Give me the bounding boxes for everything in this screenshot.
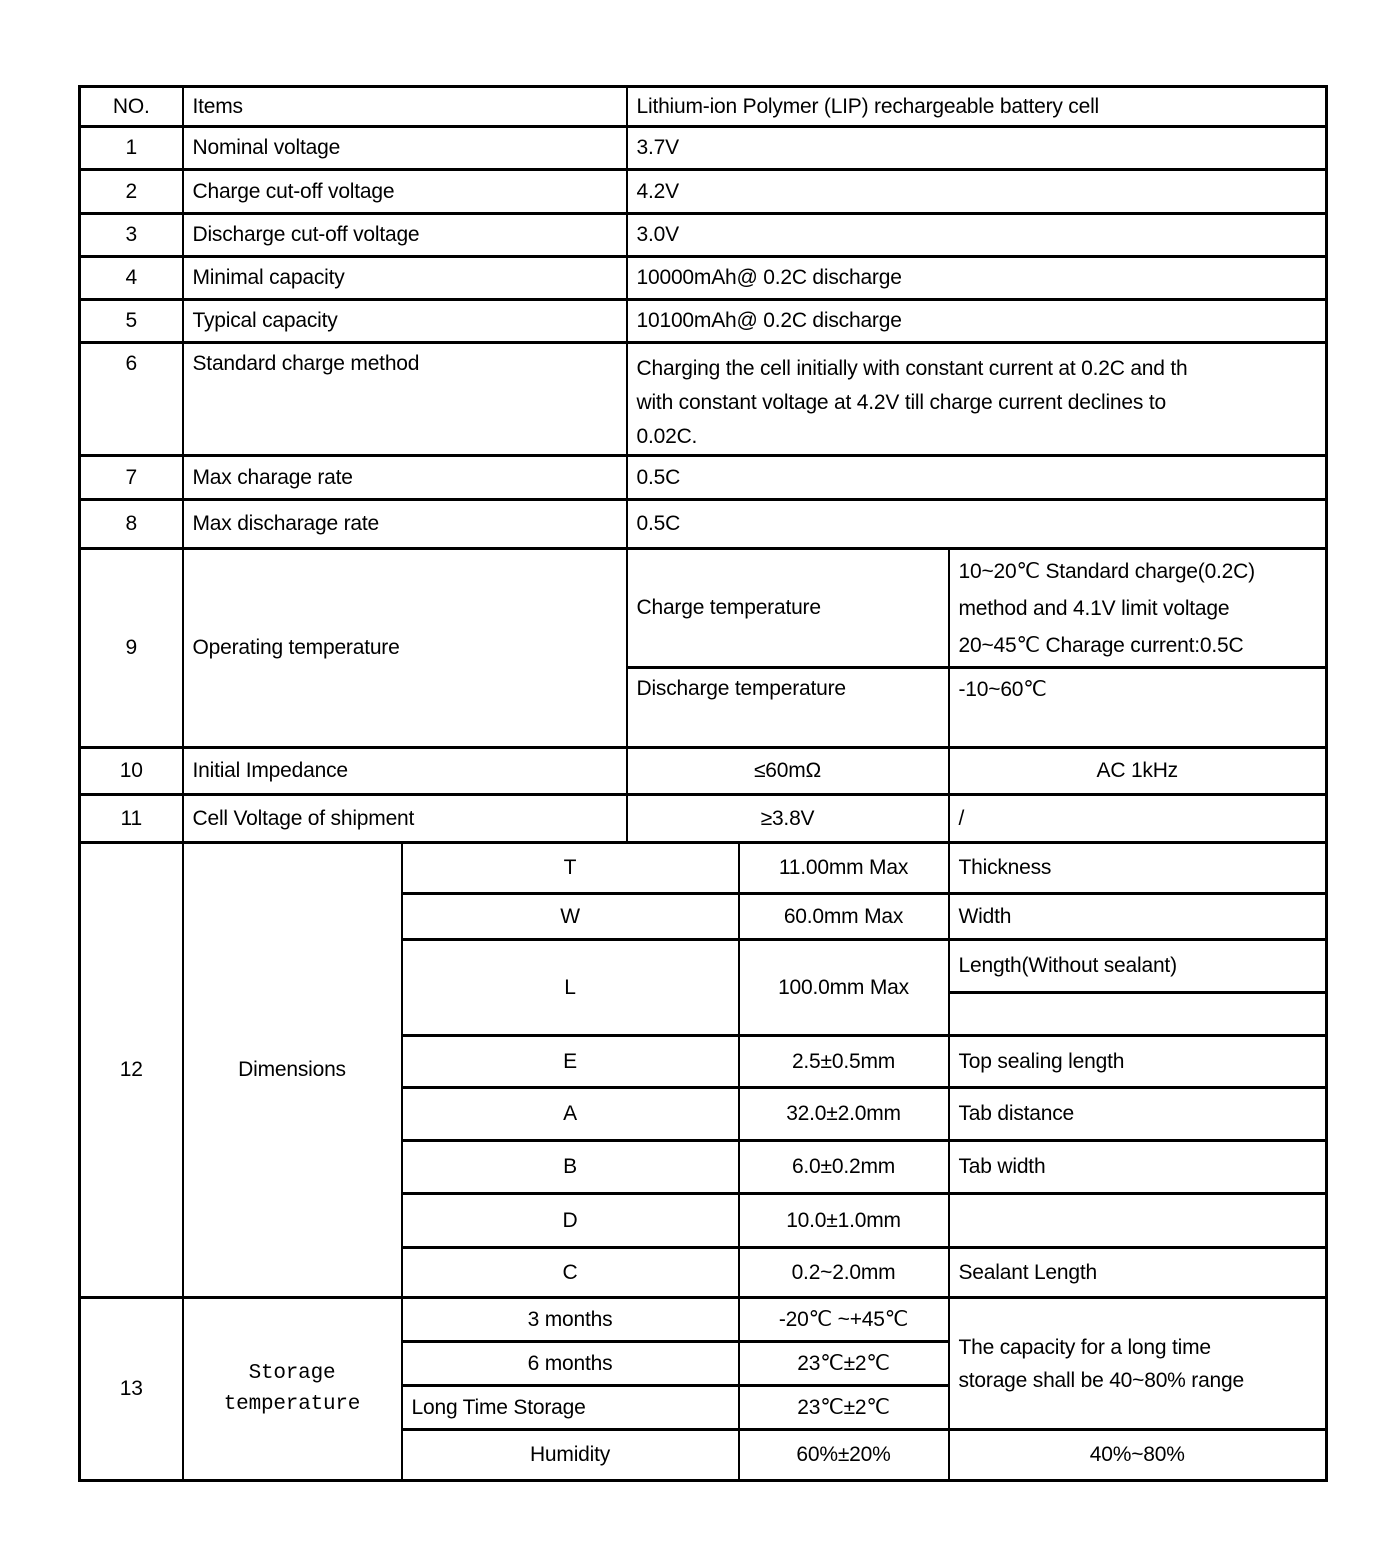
header-title: Lithium-ion Polymer (LIP) rechargeable battery cell xyxy=(627,87,1327,127)
row-11-no: 11 xyxy=(80,795,183,843)
row-8 xyxy=(80,500,1327,549)
storage-humidity-key: Humidity xyxy=(402,1430,739,1481)
row-5-label: Typical capacity xyxy=(183,300,627,343)
storage-6months-key: 6 months xyxy=(402,1342,739,1386)
row-3-no: 3 xyxy=(80,214,183,257)
dim-a-desc: Tab distance xyxy=(949,1088,1327,1141)
row-10-value: ≤60mΩ xyxy=(627,748,949,795)
row-5-no: 5 xyxy=(80,300,183,343)
dim-b-desc: Tab width xyxy=(949,1141,1327,1194)
row-1 xyxy=(80,127,1327,170)
header-items: Items xyxy=(183,87,627,127)
row-4 xyxy=(80,257,1327,300)
row-3-value: 3.0V xyxy=(627,214,1327,257)
storage-longtime-key: Long Time Storage xyxy=(402,1386,739,1430)
row-10 xyxy=(80,748,1327,795)
row-1-label: Nominal voltage xyxy=(183,127,627,170)
row-6 xyxy=(80,343,1327,456)
dim-w-value: 60.0mm Max xyxy=(739,894,949,940)
row-13-no: 13 xyxy=(80,1298,183,1481)
row-9-no: 9 xyxy=(80,549,183,748)
row-11 xyxy=(80,795,1327,843)
row-8-value: 0.5C xyxy=(627,500,1327,549)
row-6-value-line2: with constant voltage at 4.2V till charge current declines to xyxy=(636,391,1166,414)
storage-note-line2: storage shall be 40~80% range xyxy=(958,1368,1244,1392)
dim-c-key: C xyxy=(402,1248,739,1298)
dim-a-value: 32.0±2.0mm xyxy=(739,1088,949,1141)
row-9-discharge-value: -10~60℃ xyxy=(949,668,1327,748)
dim-l-desc: Length(Without sealant) xyxy=(949,940,1327,993)
dim-d-value: 10.0±1.0mm xyxy=(739,1194,949,1248)
row-9-label: Operating temperature xyxy=(183,549,627,748)
row-12-no: 12 xyxy=(80,843,183,1298)
storage-humidity-condition: 40%~80% xyxy=(949,1430,1327,1481)
row-6-label: Standard charge method xyxy=(183,343,627,456)
dim-c-value: 0.2~2.0mm xyxy=(739,1248,949,1298)
row-5 xyxy=(80,300,1327,343)
row-13-3months xyxy=(80,1298,1327,1342)
row-8-no: 8 xyxy=(80,500,183,549)
row-9-charge-line1: 10~20℃ Standard charge(0.2C) xyxy=(958,559,1255,583)
dim-t-value: 11.00mm Max xyxy=(739,843,949,894)
row-7-value: 0.5C xyxy=(627,456,1327,500)
storage-note-line1: The capacity for a long time xyxy=(958,1335,1211,1359)
row-13-label xyxy=(183,1298,402,1481)
storage-longtime-value: 23℃±2℃ xyxy=(739,1386,949,1430)
dim-l-key: L xyxy=(402,940,739,1036)
row-7 xyxy=(80,456,1327,500)
row-10-label: Initial Impedance xyxy=(183,748,627,795)
row-3 xyxy=(80,214,1327,257)
storage-note xyxy=(949,1298,1327,1430)
dim-b-key: B xyxy=(402,1141,739,1194)
row-11-label: Cell Voltage of shipment xyxy=(183,795,627,843)
row-2-no: 2 xyxy=(80,170,183,214)
row-2-value: 4.2V xyxy=(627,170,1327,214)
row-9-charge-value xyxy=(949,549,1327,668)
dim-a-key: A xyxy=(402,1088,739,1141)
row-10-no: 10 xyxy=(80,748,183,795)
row-9-charge-line3: 20~45℃ Charage current:0.5C xyxy=(958,633,1244,657)
row-9-charge-label: Charge temperature xyxy=(627,549,949,668)
row-6-value xyxy=(627,343,1327,456)
row-1-value: 3.7V xyxy=(627,127,1327,170)
row-6-value-line1: Charging the cell initially with constant current at 0.2C and th xyxy=(636,357,1188,380)
row-3-label: Discharge cut-off voltage xyxy=(183,214,627,257)
row-13-label-line2: temperature xyxy=(223,1393,361,1416)
header-row xyxy=(80,87,1327,127)
row-7-label: Max charage rate xyxy=(183,456,627,500)
row-9-charge xyxy=(80,549,1327,668)
row-4-label: Minimal capacity xyxy=(183,257,627,300)
row-6-value-line3: 0.02C. xyxy=(636,425,698,448)
dim-t-key: T xyxy=(402,843,739,894)
row-6-no: 6 xyxy=(80,343,183,456)
storage-6months-value: 23℃±2℃ xyxy=(739,1342,949,1386)
row-12-t xyxy=(80,843,1327,894)
row-7-no: 7 xyxy=(80,456,183,500)
row-2 xyxy=(80,170,1327,214)
row-10-condition: AC 1kHz xyxy=(949,748,1327,795)
row-13-label-line1: Storage xyxy=(248,1362,336,1385)
row-11-value: ≥3.8V xyxy=(627,795,949,843)
row-1-no: 1 xyxy=(80,127,183,170)
battery-spec-table xyxy=(78,85,1328,1482)
dim-l-value: 100.0mm Max xyxy=(739,940,949,1036)
dim-e-key: E xyxy=(402,1036,739,1088)
row-12-label: Dimensions xyxy=(183,843,402,1298)
dim-d-desc xyxy=(949,1194,1327,1248)
dim-b-value: 6.0±0.2mm xyxy=(739,1141,949,1194)
dim-d-key: D xyxy=(402,1194,739,1248)
storage-3months-value: -20℃ ~+45℃ xyxy=(739,1298,949,1342)
storage-humidity-value: 60%±20% xyxy=(739,1430,949,1481)
dim-w-key: W xyxy=(402,894,739,940)
storage-3months-key: 3 months xyxy=(402,1298,739,1342)
row-11-condition: / xyxy=(949,795,1327,843)
dim-e-desc: Top sealing length xyxy=(949,1036,1327,1088)
header-no: NO. xyxy=(80,87,183,127)
dim-t-desc: Thickness xyxy=(949,843,1327,894)
row-5-value: 10100mAh@ 0.2C discharge xyxy=(627,300,1327,343)
row-4-value: 10000mAh@ 0.2C discharge xyxy=(627,257,1327,300)
row-9-discharge-label: Discharge temperature xyxy=(627,668,949,748)
row-4-no: 4 xyxy=(80,257,183,300)
dim-e-value: 2.5±0.5mm xyxy=(739,1036,949,1088)
dim-l-desc2 xyxy=(949,993,1327,1036)
row-9-charge-line2: method and 4.1V limit voltage xyxy=(958,596,1230,620)
dim-c-desc: Sealant Length xyxy=(949,1248,1327,1298)
dim-w-desc: Width xyxy=(949,894,1327,940)
row-2-label: Charge cut-off voltage xyxy=(183,170,627,214)
row-8-label: Max discharage rate xyxy=(183,500,627,549)
